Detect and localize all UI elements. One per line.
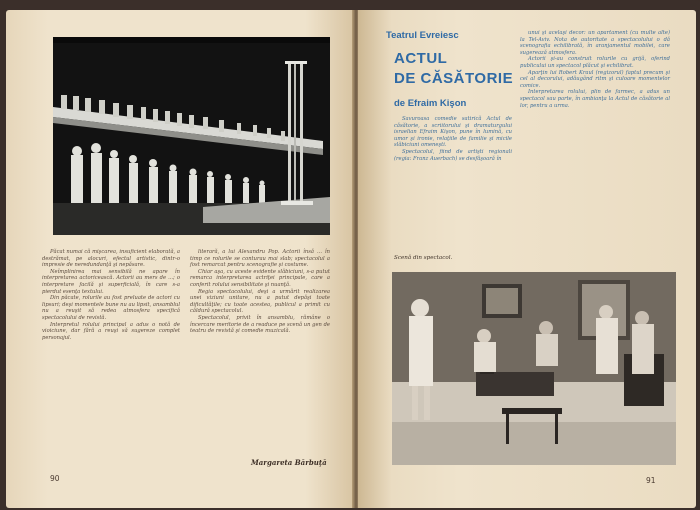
theatre-name: Teatrul Evreiesc xyxy=(386,30,459,41)
author-signature: Margareta Bărbuţă xyxy=(251,458,327,467)
paragraph: Savuroasa comedie satirică Actul de căsătorie, a scriitorului şi dramaturgului israelian Efraim Kişon, pune în lumină, cu umor şi ironie, relaţiile de familie şi micile slăbiciuni omeneşti. xyxy=(394,116,512,149)
paragraph: Spectacolul, fiind de artişti regionali (regia: Franz Auerbach) se desfăşoară în xyxy=(394,148,512,162)
left-text-column-2 xyxy=(190,249,330,461)
book-spread xyxy=(6,10,696,508)
paragraph: Chiar aşa, cu aceste evidente slăbiciuni, s-a putut remarca interpretarea actriţei principale, care a conferit rolului sensibilitate şi nuanţă. xyxy=(190,268,330,288)
page-number-left: 90 xyxy=(50,474,60,483)
paragraph: Interpretarea rolului, plin de farmec, a adus un spectacol sau parte, în ambianţa la Actul de căsătorie al lor, pentru a urma. xyxy=(520,89,670,109)
play-title-line-2: DE CĂSĂTORIE xyxy=(394,70,514,87)
scene-photo xyxy=(392,272,676,465)
photo-caption: Scenă din spectacol. xyxy=(394,255,453,261)
paragraph: Spectacolul, privit în ansamblu, rămâne o încercare meritorie de a readuce pe scenă un gen de teatru de revistă şi comedie muzicală. xyxy=(190,314,330,335)
left-text-column-1 xyxy=(42,249,180,461)
paragraph: Neîmplinirea mai sensibilă ne apare în interpretarea actoricească. Actorii au mers de ...; o interpretare facilă şi superficială, în care s-a pierdut esenţa textului. xyxy=(42,268,180,295)
right-text-column-2 xyxy=(520,30,670,262)
play-title-line-1: ACTUL xyxy=(394,50,448,67)
stage-set-photo xyxy=(53,37,330,235)
paragraph: Din păcate, rolurile au fost preluate de actori cu lipsuri; deşi momentele bune nu au lipsit, ansamblul nu a reuşit să redea atmosfera specifică spectacolului de revistă. xyxy=(42,295,181,321)
right-text-column-1 xyxy=(394,116,512,248)
paragraph: Actorii şi-au construit rolurile cu grijă, oferind publicului un spectacol plăcut şi echilibrat. xyxy=(520,56,670,69)
paragraph: Aparţin lui Robert Kraul (regizorul) faptul precum şi cel al decorului, adăugând ritm şi culoare momentelor comice. xyxy=(520,69,670,89)
paragraph: unui şi acelaşi decor: un apartament (cu multe alte) la Tel-Aviv. Nota de autoritate a spectacolului o dă scenografia echilibrată, în aranjamentul mobilei, care sugerează atmosfera. xyxy=(520,30,670,56)
paragraph: literară, a lui Alexandru Pop. Actorii însă ... în timp ce rolurile se conturau mai slab; spectacolul a fost remarcat pentru scenografie şi costume. xyxy=(190,249,330,269)
paragraph: Regia spectacolului, deşi a urmărit realizarea unei viziuni unitare, nu a putut depăşi toate dificultăţile; cu toate acestea, publicul a primit cu căldură spectacolul. xyxy=(190,288,330,315)
paragraph: Păcat numai că mişcarea, insuficient elaborată, a destrămat, pe alocuri, efectul artistic, dintr-o impresie de neredundanţă şi nepăsare. xyxy=(42,249,180,269)
right-page xyxy=(358,10,696,508)
page-number-right: 91 xyxy=(646,476,656,485)
left-page xyxy=(6,10,354,508)
paragraph: Interpretul rolului principal a adus o notă de vioiciune, dar fără a reuşi să sugereze complet personajul. xyxy=(42,321,180,341)
play-author: de Efraim Kişon xyxy=(394,98,467,109)
